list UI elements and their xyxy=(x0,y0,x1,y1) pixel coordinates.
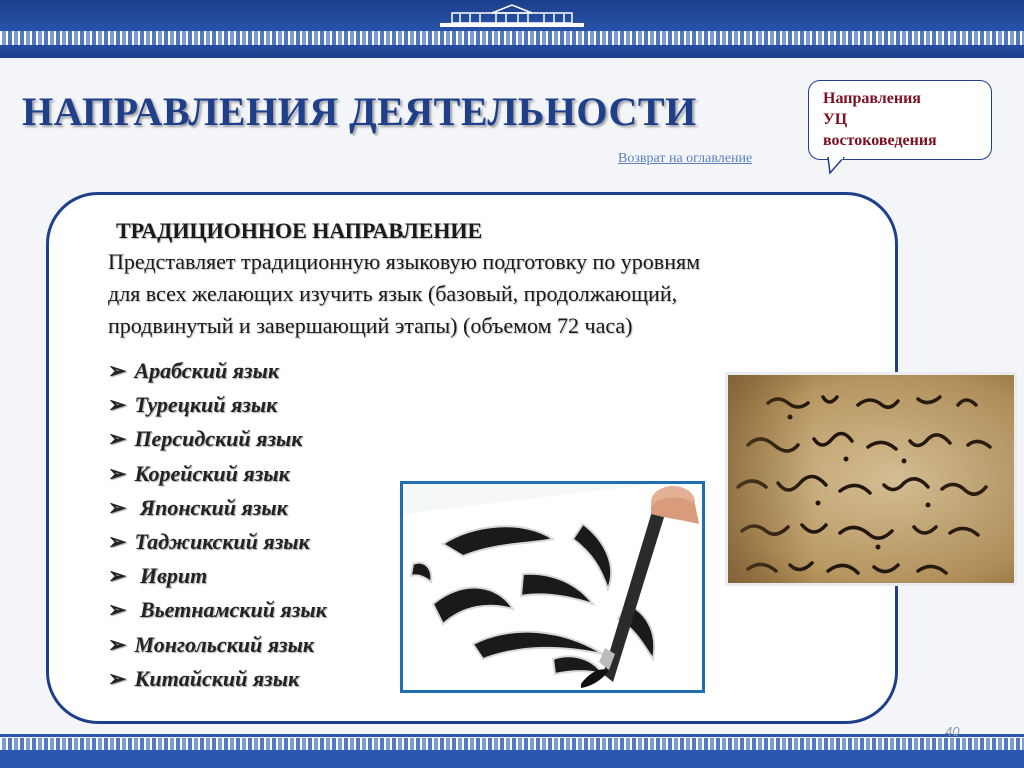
arabic-script-image xyxy=(725,372,1017,586)
footer-band xyxy=(0,750,1024,768)
language-label: Персидский язык xyxy=(134,426,303,452)
language-label: Арабский язык xyxy=(134,358,280,383)
language-label: Вьетнамский язык xyxy=(134,597,327,623)
description-line: для всех желающих изучить язык (базовый, продолжающий, xyxy=(108,281,678,306)
description-line: Представляет традиционную языковую подготовку по уровням xyxy=(108,249,701,274)
page-title: НАПРАВЛЕНИЯ ДЕЯТЕЛЬНОСТИ xyxy=(22,89,697,134)
bottom-meander-border xyxy=(0,738,1024,750)
arrow-bullet-icon: ➢ xyxy=(108,460,127,486)
calligraphy-brush-image xyxy=(400,481,705,693)
language-label: Таджикский язык xyxy=(134,528,310,554)
arrow-bullet-icon: ➢ xyxy=(108,665,127,691)
arrow-bullet-icon: ➢ xyxy=(108,597,127,623)
callout-tail-icon xyxy=(826,157,846,175)
page-number: 40 xyxy=(945,724,960,739)
description-line: продвинутый и завершающий этапы) (объемом 72 часа) xyxy=(108,313,633,338)
arrow-bullet-icon: ➢ xyxy=(108,358,127,383)
language-label: Монгольский язык xyxy=(134,631,315,657)
language-label: Турецкий язык xyxy=(134,392,278,418)
callout-line: УЦ xyxy=(823,111,848,128)
language-item xyxy=(108,422,327,456)
language-item xyxy=(108,559,327,593)
language-item xyxy=(108,457,327,491)
building-emblem-icon xyxy=(436,3,588,29)
section-heading: ТРАДИЦИОННОЕ НАПРАВЛЕНИЕ xyxy=(116,218,483,243)
content-text xyxy=(108,216,888,342)
header-band xyxy=(0,0,1024,58)
language-label: Иврит xyxy=(134,563,208,589)
callout-box xyxy=(808,80,992,160)
language-list xyxy=(108,354,327,696)
footer-line xyxy=(0,734,1024,737)
callout-line: Направления xyxy=(823,90,921,107)
language-item xyxy=(108,354,327,388)
arrow-bullet-icon: ➢ xyxy=(108,494,127,520)
language-label: Японский язык xyxy=(134,494,288,520)
arrow-bullet-icon: ➢ xyxy=(108,392,127,418)
language-item xyxy=(108,525,327,559)
arrow-bullet-icon: ➢ xyxy=(108,631,127,657)
language-item xyxy=(108,593,327,627)
language-item xyxy=(108,388,327,422)
language-item xyxy=(108,662,327,696)
language-item xyxy=(108,628,327,662)
arrow-bullet-icon: ➢ xyxy=(108,563,127,589)
top-meander-border xyxy=(0,31,1024,45)
arrow-bullet-icon: ➢ xyxy=(108,528,127,554)
callout-line: востоковедения xyxy=(823,132,937,149)
arrow-bullet-icon: ➢ xyxy=(108,426,127,452)
back-to-contents-link[interactable]: Возврат на оглавление xyxy=(618,151,753,166)
language-item xyxy=(108,491,327,525)
language-label: Корейский язык xyxy=(134,460,290,486)
language-label: Китайский язык xyxy=(134,665,300,691)
